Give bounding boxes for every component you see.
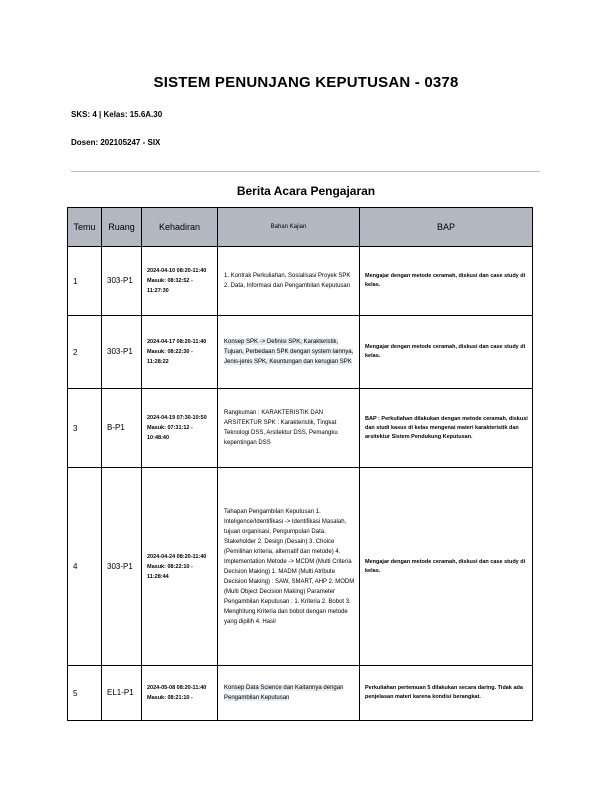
kehadiran-masuk: Masuk: 08:32:52 - xyxy=(147,278,193,284)
header-temu: Temu xyxy=(68,208,102,247)
divider xyxy=(71,171,540,172)
kehadiran-keluar: 10:48:40 xyxy=(147,435,170,441)
table-row xyxy=(68,468,533,666)
cell-temu: 4 xyxy=(68,468,102,666)
table-row xyxy=(68,247,533,316)
cell-ruang: B-P1 xyxy=(102,389,142,468)
header-bap: BAP xyxy=(360,208,533,247)
kehadiran-keluar: 11:28:22 xyxy=(147,359,169,365)
cell-ruang: EL1-P1 xyxy=(102,666,142,721)
header-ruang: Ruang xyxy=(102,208,142,247)
cell-bap: Mengajar dengan metode ceramah, diskusi dan case study di kelas. xyxy=(360,247,533,316)
cell-temu: 3 xyxy=(68,389,102,468)
cell-bap: Perkuliahan pertemuan 5 dilakukan secara daring. Tidak ada penjelasan materi karena kondisi berangkat. xyxy=(360,666,533,721)
table-row xyxy=(68,389,533,468)
bahan-highlight: Konsep Data Science dan Kaitannya dengan Pengambilan Keputusan xyxy=(224,685,344,701)
cell-temu: 5 xyxy=(68,666,102,721)
kehadiran-date: 2024-04-19 07:30-10:50 xyxy=(147,415,207,421)
cell-kehadiran xyxy=(142,666,218,721)
kehadiran-masuk: Masuk: 08:22:30 - xyxy=(147,349,193,355)
section-title: Berita Acara Pengajaran xyxy=(236,184,376,198)
table-row xyxy=(68,316,533,389)
cell-kehadiran xyxy=(142,316,218,389)
header-bahan: Bahan Kajian xyxy=(218,208,360,247)
header-kehadiran: Kehadiran xyxy=(142,208,218,247)
cell-ruang: 303-P1 xyxy=(102,468,142,666)
cell-ruang: 303-P1 xyxy=(102,316,142,389)
teaching-record-table xyxy=(67,207,533,721)
cell-bahan: Tahapan Pengambilan Keputusan 1. Inteligence/Identifikasi -> Identifikasi Masalah, tujuan organisasi, Pengumpulan Data, Stakeholder 2. Design (Desain) 3. Choice (Pemilihan kriteria, alternatif dan metode) 4. Implementation Metode -> MCDM (Multi Criteria Decision Making) 1. MADM (Multi Atribute Decision Making) : SAW, SMART, AHP 2. MODM (Multi Object Decision Making) Parameter Pengambilan Keputusan : 1. Kriteria 2. Bobot 3. Menghitung Kriteria dan bobot dengan metode yang dipilih 4. Hasil xyxy=(218,468,360,666)
course-meta: SKS: 4 | Kelas: 15.6A.30 xyxy=(71,110,163,119)
kehadiran-date: 2024-04-10 08:20-11:40 xyxy=(147,268,207,274)
cell-bahan: 1. Kontrak Perkuliahan, Sosialisasi Proyek SPK 2. Data, Informasi dan Pengambilan Keputusan xyxy=(218,247,360,316)
lecturer-meta: Dosen: 202105247 - SIX xyxy=(71,138,161,147)
cell-bahan: Rangkuman : KARAKTERISTIK DAN ARSITEKTUR SPK : Karakteristik, Tingkat Teknologi DSS, Arsitektur DSS, Pemangku kepentingan DSS xyxy=(218,389,360,468)
page-title: SISTEM PENUNJANG KEPUTUSAN - 0378 xyxy=(153,74,459,91)
cell-bahan xyxy=(218,316,360,389)
cell-kehadiran xyxy=(142,247,218,316)
kehadiran-keluar: 11:27:30 xyxy=(147,288,169,294)
kehadiran-date: 2024-04-17 08:20-11:40 xyxy=(147,339,207,345)
kehadiran-masuk: Masuk: 08:21:10 - xyxy=(147,695,193,701)
cell-kehadiran xyxy=(142,468,218,666)
kehadiran-date: 2024-04-24 08:20-11:40 xyxy=(147,553,207,560)
cell-temu: 1 xyxy=(68,247,102,316)
cell-kehadiran xyxy=(142,389,218,468)
cell-bap: Mengajar dengan metode ceramah, diskusi dan case study di kelas. xyxy=(360,316,533,389)
bahan-highlight: Konsep SPK -> Definisi SPK, Karakteristik, Tujuan, Perbedaan SPK dengan system lainnya, Jenis-jenis SPK, Keuntungan dan kerugian SPK xyxy=(224,339,354,365)
kehadiran-masuk: Masuk: 08:22:10 - xyxy=(147,563,193,570)
cell-temu: 2 xyxy=(68,316,102,389)
cell-ruang: 303-P1 xyxy=(102,247,142,316)
kehadiran-date: 2024-05-08 08:20-11:40 xyxy=(147,685,207,691)
kehadiran-keluar: 11:28:44 xyxy=(147,573,169,580)
table-header-row xyxy=(68,208,533,247)
cell-bap: Mengajar dengan metode ceramah, diskusi dan case study di kelas. xyxy=(360,468,533,666)
cell-bap: BAP : Perkuliahan dilakukan dengan metode ceramah, diskusi dan studi kasus di kelas mengenai materi karakteristik dan arsitektur Sistem Pendukung Keputusan. xyxy=(360,389,533,468)
cell-bahan xyxy=(218,666,360,721)
table-row xyxy=(68,666,533,721)
kehadiran-masuk: Masuk: 07:31:12 - xyxy=(147,425,193,431)
